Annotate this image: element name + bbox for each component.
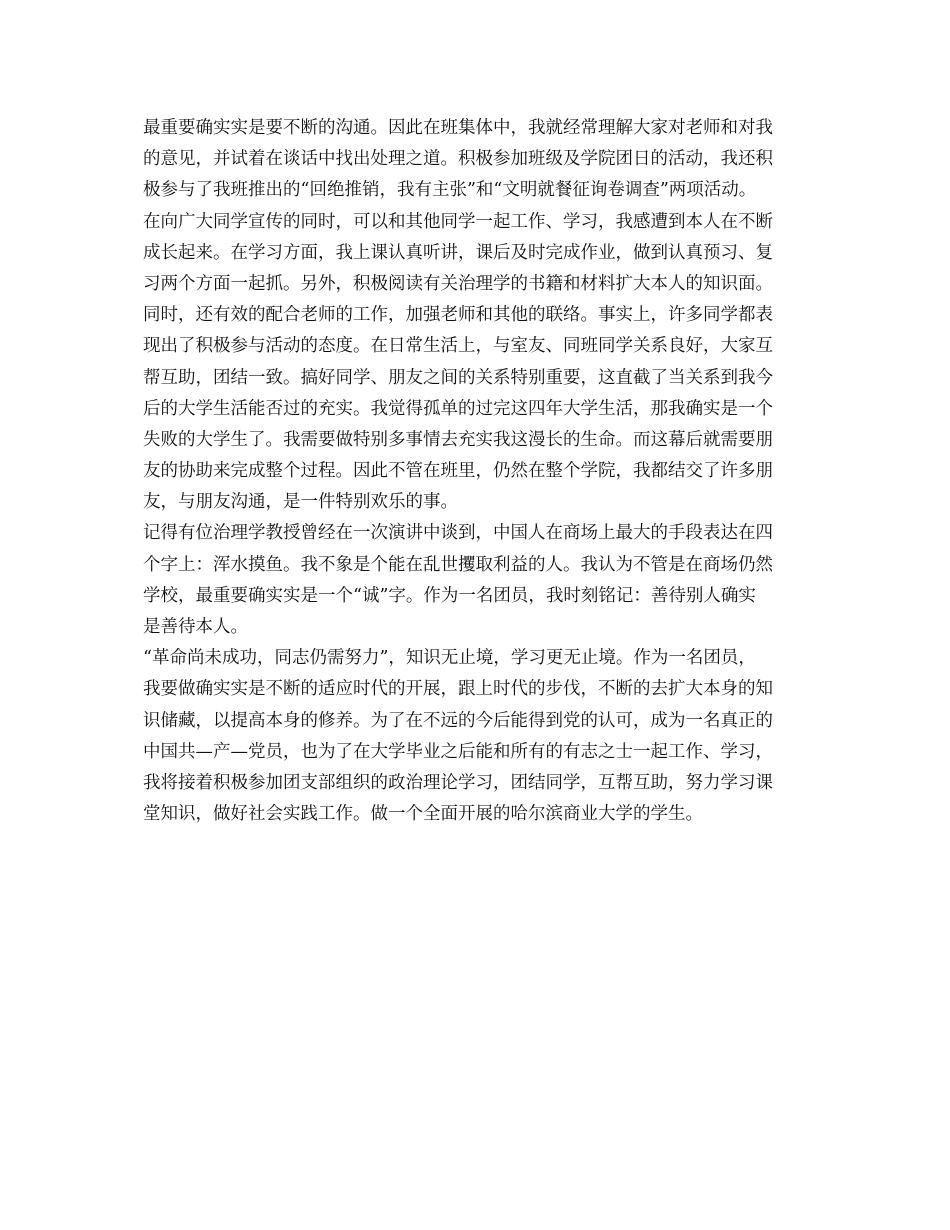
text-line: 习两个方面一起抓。另外，积极阅读有关治理学的书籍和材料扩大本人的知识面。 — [143, 273, 773, 294]
text-line: “革命尚未成功，同志仍需努力”，知识无止境，学习更无止境。作为一名团员， — [143, 648, 756, 669]
text-line: 是善待本人。 — [143, 617, 248, 637]
text-line: 成长起来。在学习方面，我上课认真听讲，课后及时完成作业，做到认真预习、复 — [143, 242, 773, 263]
text-line: 现出了积极参与活动的态度。在日常生活上，与室友、同班同学关系良好，大家互 — [143, 336, 773, 357]
text-line: 堂知识，做好社会实践工作。做一个全面开展的哈尔滨商业大学的学生。 — [143, 804, 703, 825]
text-line: 最重要确实实是要不断的沟通。因此在班集体中，我就经常理解大家对老师和对我 — [143, 118, 773, 138]
text-line: 中国共—产—党员，也为了在大学毕业之后能和所有的有志之士一起工作、学习， — [143, 741, 773, 762]
text-line: 记得有位治理学教授曾经在一次演讲中谈到，中国人在商场上最大的手段表达在四 — [143, 523, 773, 544]
text-line: 后的大学生活能否过的充实。我觉得孤单的过完这四年大学生活，那我确实是一个 — [143, 398, 773, 419]
text-line: 友的协助来完成整个过程。因此不管在班里，仍然在整个学院，我都结交了许多朋 — [143, 461, 773, 482]
text-line: 我要做确实实是不断的适应时代的开展，跟上时代的步伐，不断的去扩大本身的知 — [143, 679, 773, 700]
text-line: 识储藏，以提高本身的修养。为了在不远的今后能得到党的认可，成为一名真正的 — [143, 710, 773, 731]
text-line: 同时，还有效的配合老师的工作，加强老师和其他的联络。事实上，许多同学都表 — [143, 305, 773, 326]
text-line: 极参与了我班推出的“回绝推销，我有主张”和“文明就餐征询卷调查”两项活动。 — [143, 180, 757, 201]
text-line: 在向广大同学宣传的同时，可以和其他同学一起工作、学习，我感遭到本人在不断 — [143, 211, 773, 232]
document-body — [143, 113, 825, 830]
text-line: 友，与朋友沟通，是一件特别欢乐的事。 — [143, 492, 458, 513]
text-line: 失败的大学生了。我需要做特别多事情去充实我这漫长的生命。而这幕后就需要朋 — [143, 429, 773, 450]
text-line: 帮互助，团结一致。搞好同学、朋友之间的关系特别重要，这直截了当关系到我今 — [143, 367, 773, 388]
text-line: 我将接着积极参加团支部组织的政治理论学习，团结同学，互帮互助，努力学习课 — [143, 772, 773, 793]
text-line: 的意见，并试着在谈话中找出处理之道。积极参加班级及学院团日的活动，我还积 — [143, 149, 773, 170]
text-line: 学校，最重要确实实是一个“诚”字。作为一名团员，我时刻铭记：善待别人确实 — [143, 585, 756, 606]
text-line: 个字上：浑水摸鱼。我不象是个能在乱世攫取利益的人。我认为不管是在商场仍然 — [143, 554, 773, 575]
